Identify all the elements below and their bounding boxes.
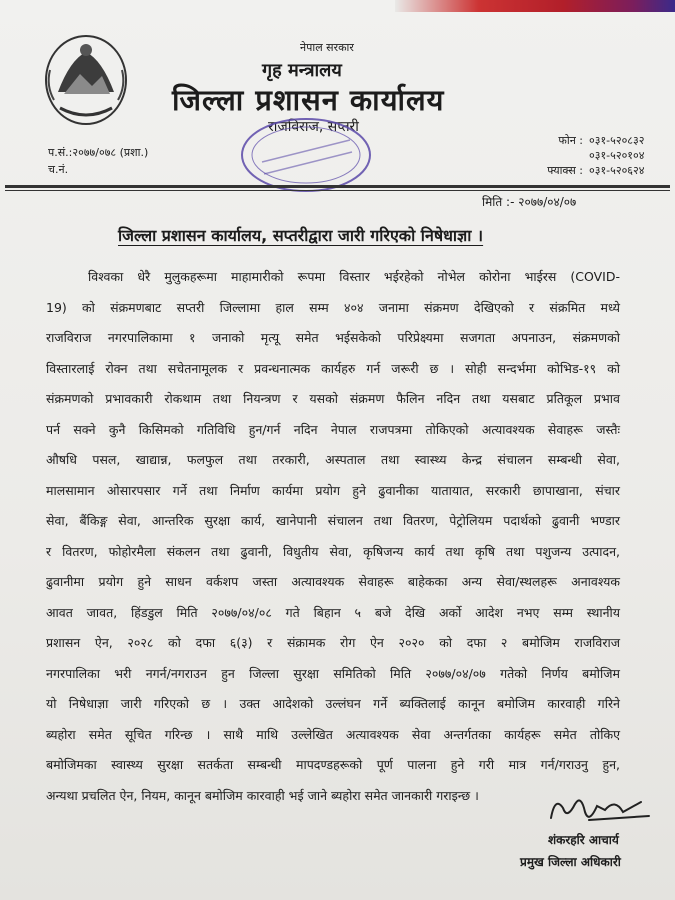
notice-subject: जिल्ला प्रशासन कार्यालय, सप्तरीद्वारा जारी गरिएको निषेधाज्ञा । xyxy=(118,226,484,245)
body-line: राजविराज नगरपालिकामा १ जनाको मृत्यू समेत भईसकेको परिप्रेक्ष्यमा सजगता अपनाउन, संक्रमणको xyxy=(46,330,620,345)
body-line: मालसामान ओसारपसार गर्ने तथा निर्माण कार्यमा प्रयोग हुने ढुवानीका यातायात, सरकारी छापाखाना, संचार xyxy=(46,482,620,498)
notice-date: मिति :- २०७७/०४/०७ xyxy=(482,195,577,209)
background-fabric-strip xyxy=(395,0,675,12)
signatory-name: शंकरहरि आचार्य xyxy=(548,833,619,847)
body-line: सेवा, बैंकिङ्ग सेवा, आन्तरिक सुरक्षा कार्य, खानेपानी संचालन तथा वितरण, पेट्रोलियम पदार्थको ढुवानी भण्डार xyxy=(46,513,620,528)
dispatch-number: च.नं. xyxy=(48,163,69,176)
reference-number: प.सं.:२०७७/०७८ (प्रशा.) xyxy=(48,146,149,159)
ministry-name: गृह मन्त्रालय xyxy=(262,60,342,81)
phone-row: ०३१-५२०१०४ xyxy=(589,149,645,162)
body-line: नगरपालिका भरी नगर्न/नगराउन हुन जिल्ला सुरक्षा समितिको मिति २०७७/०४/०७ गतेको निर्णय बमोजिम xyxy=(46,665,620,681)
body-line: विस्तारलाई रोक्न तथा सचेतनामूलक र प्रवन्धनात्मक कार्यहरु गर्न जरूरी छ । सोही सन्दर्भमा कोभिड-१९ को xyxy=(46,360,620,376)
header-divider-thin xyxy=(5,190,670,191)
body-line: र वितरण, फोहोरमैला संकलन तथा ढुवानी, विधुतीय सेवा, कृषिजन्य कार्य तथा कृषि तथा पशुजन्य उत्पादन, xyxy=(46,543,620,559)
office-title: जिल्ला प्रशासन कार्यालय xyxy=(172,83,445,117)
notice-body xyxy=(46,262,620,811)
fax-row: फ्याक्स : ०३१-५२०६२४ xyxy=(547,164,645,177)
body-line: यो निषेधाज्ञा जारी गरिएको छ । उक्त आदेशको उल्लंघन गर्ने ब्यक्तिलाई कानून बमोजिम कारवाही गरिने xyxy=(46,696,620,711)
nepal-emblem-icon xyxy=(40,30,132,130)
body-line: आवत जावत, हिंडडुल मिति २०७७/०४/०८ गते बिहान ५ बजे देखि अर्को आदेश नभए सम्म स्थानीय xyxy=(46,604,620,620)
body-line: ढुवानीमा प्रयोग हुने साधन वर्कशप जस्ता अत्यावश्यक सेवाहरू बाहेकका अन्य सेवा/स्थलहरू अनावश्यक xyxy=(46,574,620,589)
body-line: पर्न सक्ने कुनै किसिमको गतिविधि हुन/गर्न नदिन नेपाल राजपत्रमा तोकिएको अत्यावश्यक सेवाहरू जस्तैः xyxy=(46,421,620,437)
signatory-title: प्रमुख जिल्ला अधिकारी xyxy=(520,855,621,869)
body-line: बमोजिमका स्वास्थ्य सुरक्षा सतर्कता सम्बन्धी मापदण्डहरूको पूर्ण पालना हुने गरी मात्र गर्न/गराउनु हुन, xyxy=(46,757,620,772)
contact-numbers xyxy=(535,133,644,178)
body-line: 19) को संक्रमणबाट सप्तरी जिल्लामा हाल सम्म ४०४ जनामा संक्रमण देखिएको र संक्रमित मध्ये xyxy=(46,299,620,315)
government-name: नेपाल सरकार xyxy=(300,41,354,54)
phone-row: फोन : ०३१-५२०८३२ xyxy=(558,134,645,147)
body-line: ब्यहोरा समेत सूचित गरिन्छ । साथै माथि उल्लेखित अत्यावश्यक सेवा अन्तर्गतका कार्यहरू समेत तोकिए xyxy=(46,726,620,742)
handwritten-signature xyxy=(545,790,655,830)
body-line: प्रशासन ऐन, २०२८ को दफा ६(३) र संक्रामक रोग ऐन २०२० को दफा २ बमोजिम राजविराज xyxy=(46,635,620,650)
header-divider xyxy=(5,185,670,188)
body-line: औषधि पसल, खाद्यान्न, फलफुल तथा तरकारी, अस्पताल तथा स्वास्थ्य केन्द्र संचालन सम्बन्धी सेवा, xyxy=(46,452,620,467)
body-line: विश्वका धेरै मुलुकहरूमा माहामारीको रूपमा विस्तार भईरहेको नोभेल कोरोना भाईरस (COVID- xyxy=(88,269,620,284)
body-line: संक्रमणको प्रभावकारी रोकथाम तथा नियन्त्रण र यसको संक्रमण फैलिन नदिन तथा यसबाट प्रतिकूल प्रभाव xyxy=(46,391,620,406)
office-address: राजविराज, सप्तरी xyxy=(268,119,359,135)
body-line: अन्यथा प्रचलित ऐन, नियम, कानून बमोजिम कारवाही भई जाने ब्यहोरा समेत जानकारी गराइन्छ । xyxy=(46,787,479,803)
